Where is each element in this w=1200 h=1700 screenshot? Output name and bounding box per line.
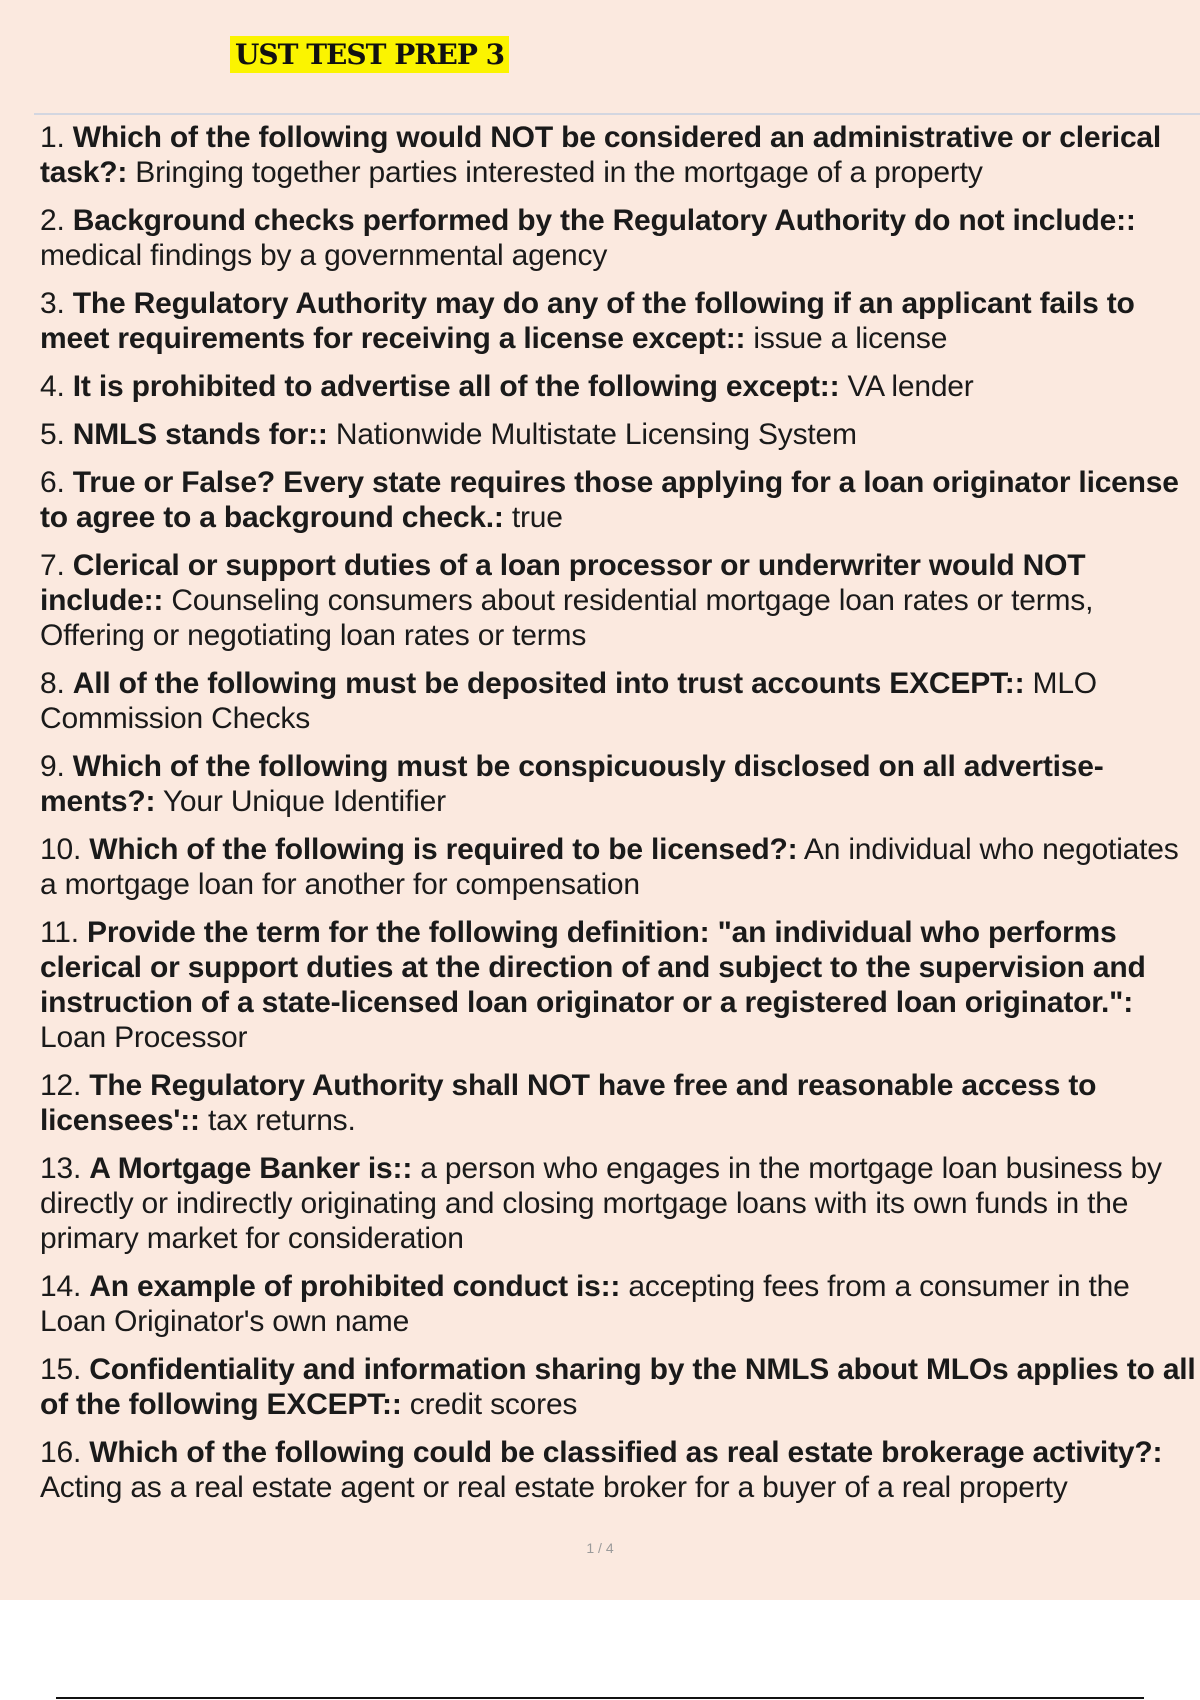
question-number: 8. [40,667,73,700]
question-text: A Mortgage Banker is:: [89,1152,413,1185]
question-item [40,832,1198,902]
question-item [40,203,1198,273]
bottom-divider [56,1697,1144,1699]
question-number: 11. [40,916,88,949]
answer-text: MLO Commission Checks [40,667,1097,735]
answer-text: credit scores [401,1388,578,1421]
question-number: 16. [40,1436,90,1469]
question-text: Confidentiality and information sharing by the NMLS about MLOs applies to all of the following EXCEPT:: [40,1353,1196,1421]
question-item [40,1435,1198,1505]
page-number: 1 / 4 [586,1540,614,1556]
question-item [40,417,1198,452]
answer-text: accepting fees from a consumer in the Loan Originator's own name [40,1270,1130,1338]
question-number: 10. [40,833,90,866]
question-text: Which of the following would NOT be considered an administrative or clerical task?: [40,121,1162,189]
question-text: It is prohibited to advertise all of the following except:: [72,370,840,403]
question-number: 12. [40,1069,90,1102]
question-text: All of the following must be deposited into trust accounts EXCEPT:: [72,667,1025,700]
question-number: 14. [40,1270,90,1303]
question-number: 6. [40,466,73,499]
question-item [40,1352,1198,1422]
question-text: Clerical or support duties of a loan processor or underwriter would NOT include:: [40,549,1086,617]
answer-text: An individual who negotiates a mortgage loan for another for compensation [40,833,1179,901]
answer-text: Acting as a real estate agent or real estate broker for a buyer of a real property [40,1471,1068,1504]
answer-text: a person who engages in the mortgage loan business by directly or indirectly originating and closing mortgage loans with its own funds in the primary market for consideration [40,1152,1162,1255]
question-text: An example of prohibited conduct is:: [89,1270,621,1303]
question-text: NMLS stands for:: [72,418,328,451]
question-item [40,666,1198,736]
question-text: True or False? Every state requires those applying for a loan originator license to agree to a background check.: [40,466,1179,534]
answer-text: Bringing together parties interested in the mortgage of a property [127,156,983,189]
question-text: Which of the following must be conspicuously disclosed on all advertisements?: [40,750,1104,818]
answer-text: Loan Processor [40,1021,248,1054]
question-number: 9. [40,750,73,783]
question-text: Background checks performed by the Regulatory Authority do not include:: [72,204,1136,237]
answer-text: VA lender [839,370,974,403]
answer-text: medical findings by a governmental agency [40,239,608,272]
question-text: Which of the following is required to be licensed?: [89,833,798,866]
question-list [40,120,1198,1518]
answer-text: Your Unique Identifier [155,785,446,818]
document-title: UST TEST PREP 3 [230,36,509,73]
answer-text: true [503,501,563,534]
question-number: 7. [40,549,73,582]
question-text: The Regulatory Authority shall NOT have free and reasonable access to licensees':: [40,1069,1097,1137]
title-divider [34,113,1200,115]
question-number: 2. [40,204,73,237]
question-number: 1. [40,121,73,154]
question-number: 3. [40,287,73,320]
question-item [40,465,1198,535]
question-item [40,1269,1198,1339]
question-item [40,286,1198,356]
question-text: Provide the term for the following definition: "an individual who performs clerical or support duties at the direction of and subject to the supervision and instruction of a state-licensed loan originator or a registered loan originator.": [40,916,1146,1019]
question-item [40,1151,1198,1256]
question-number: 4. [40,370,73,403]
question-item [40,369,1198,404]
question-number: 15. [40,1353,90,1386]
answer-text: Nationwide Multistate Licensing System [327,418,857,451]
answer-text: tax returns. [199,1104,356,1137]
question-item [40,548,1198,653]
question-item [40,120,1198,190]
answer-text: issue a license [745,322,948,355]
question-text: The Regulatory Authority may do any of the following if an applicant fails to meet requirements for receiving a license except:: [40,287,1135,355]
question-item [40,915,1198,1055]
question-text: Which of the following could be classified as real estate brokerage activity?: [89,1436,1163,1469]
question-number: 5. [40,418,73,451]
question-number: 13. [40,1152,90,1185]
question-item [40,749,1198,819]
answer-text: Counseling consumers about residential mortgage loan rates or terms, Offering or negotiating loan rates or terms [40,584,1094,652]
title-wrap [230,36,509,73]
question-item [40,1068,1198,1138]
